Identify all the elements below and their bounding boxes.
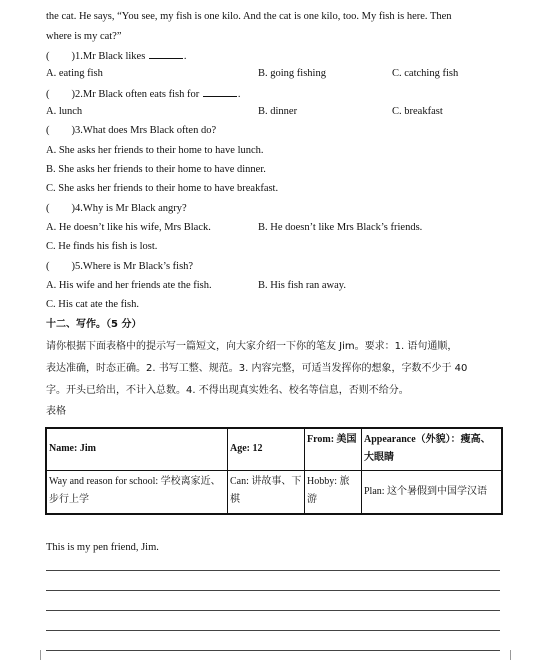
instruction-line: 表达准确，时态正确。2. 书写工整、规范。3. 内容完整，可适当发挥你的想象，字数不少于 40 (46, 363, 468, 374)
instruction-line: 字。开头已给出，不计入总数。4. 不得出现真实姓名、校名等信息，否则不给分。 (46, 385, 409, 396)
option-c: C. She asks her friends to their home to have breakfast. (46, 183, 279, 194)
writing-line[interactable] (46, 650, 500, 651)
question-5 (46, 260, 193, 274)
writing-line[interactable] (46, 610, 500, 611)
question-1 (46, 48, 187, 64)
question-stem: 5.Where is Mr Black’s fish? (75, 261, 194, 272)
question-4 (46, 202, 187, 216)
option-c: C. catching fish (392, 68, 459, 79)
fill-blank[interactable] (203, 86, 237, 97)
fill-blank[interactable] (149, 48, 183, 59)
info-table (45, 427, 503, 515)
option-a: A. eating fish (46, 68, 103, 79)
hobby-cell: Hobby: 旅游 (305, 470, 362, 514)
writing-line[interactable] (46, 590, 500, 591)
essay-opening: This is my pen friend, Jim. (46, 542, 159, 553)
question-stem: 1.Mr Black likes (75, 51, 146, 62)
page-corner-mark (510, 650, 521, 660)
name-cell: Name: Jim (46, 428, 228, 470)
question-2 (46, 86, 240, 102)
table-row (46, 470, 502, 514)
answer-paren-close: ) (71, 203, 75, 214)
options-row (46, 67, 103, 81)
question-3 (46, 124, 216, 138)
answer-paren-close: ) (71, 51, 75, 62)
question-stem-end: . (237, 89, 241, 100)
option-a: A. He doesn’t like his wife, Mrs Black. (46, 222, 211, 233)
answer-paren-open: ( (46, 203, 50, 214)
question-stem: 3.What does Mrs Black often do? (75, 125, 217, 136)
question-stem: 2.Mr Black often eats fish for (75, 89, 200, 100)
writing-line[interactable] (46, 570, 500, 571)
table-row (46, 428, 502, 470)
section-heading: 十二、写作。（5 分） (46, 319, 142, 330)
option-b: B. He doesn’t like Mrs Black’s friends. (258, 222, 423, 233)
option-b: B. dinner (258, 106, 298, 117)
table-label: 表格 (46, 406, 66, 417)
passage-line: where is my cat?” (46, 31, 122, 42)
answer-paren-open: ( (46, 89, 50, 100)
page-corner-mark (30, 650, 41, 660)
answer-paren-open: ( (46, 125, 50, 136)
age-cell: Age: 12 (228, 428, 305, 470)
option-c: C. He finds his fish is lost. (46, 241, 158, 252)
answer-paren-open: ( (46, 261, 50, 272)
option-b: B. His fish ran away. (258, 280, 346, 291)
way-to-school-cell: Way and reason for school: 学校离家近、步行上学 (46, 470, 228, 514)
option-c: C. breakfast (392, 106, 443, 117)
appearance-cell: Appearance（外貌）：瘦高、大眼睛 (362, 428, 503, 470)
question-stem-end: . (183, 51, 187, 62)
option-a: A. lunch (46, 106, 83, 117)
answer-paren-open: ( (46, 51, 50, 62)
answer-paren-close: ) (71, 125, 75, 136)
option-b: B. going fishing (258, 68, 326, 79)
can-cell: Can: 讲故事、下棋 (228, 470, 305, 514)
passage-line: the cat. He says, “You see, my fish is one kilo. And the cat is one kilo, too. My fish is here. Then (46, 11, 452, 22)
option-c: C. His cat ate the fish. (46, 299, 140, 310)
writing-line[interactable] (46, 630, 500, 631)
instruction-line: 请你根据下面表格中的提示写一篇短文，向大家介绍一下你的笔友 Jim。要求：1. 语句通顺， (46, 341, 458, 352)
from-cell: From: 美国 (305, 428, 362, 470)
question-stem: 4.Why is Mr Black angry? (75, 203, 187, 214)
answer-paren-close: ) (71, 89, 75, 100)
option-a: A. His wife and her friends ate the fish. (46, 280, 212, 291)
answer-paren-close: ) (71, 261, 75, 272)
option-a: A. She asks her friends to their home to have lunch. (46, 145, 264, 156)
option-b: B. She asks her friends to their home to have dinner. (46, 164, 266, 175)
plan-cell: Plan: 这个暑假到中国学汉语 (362, 470, 503, 514)
